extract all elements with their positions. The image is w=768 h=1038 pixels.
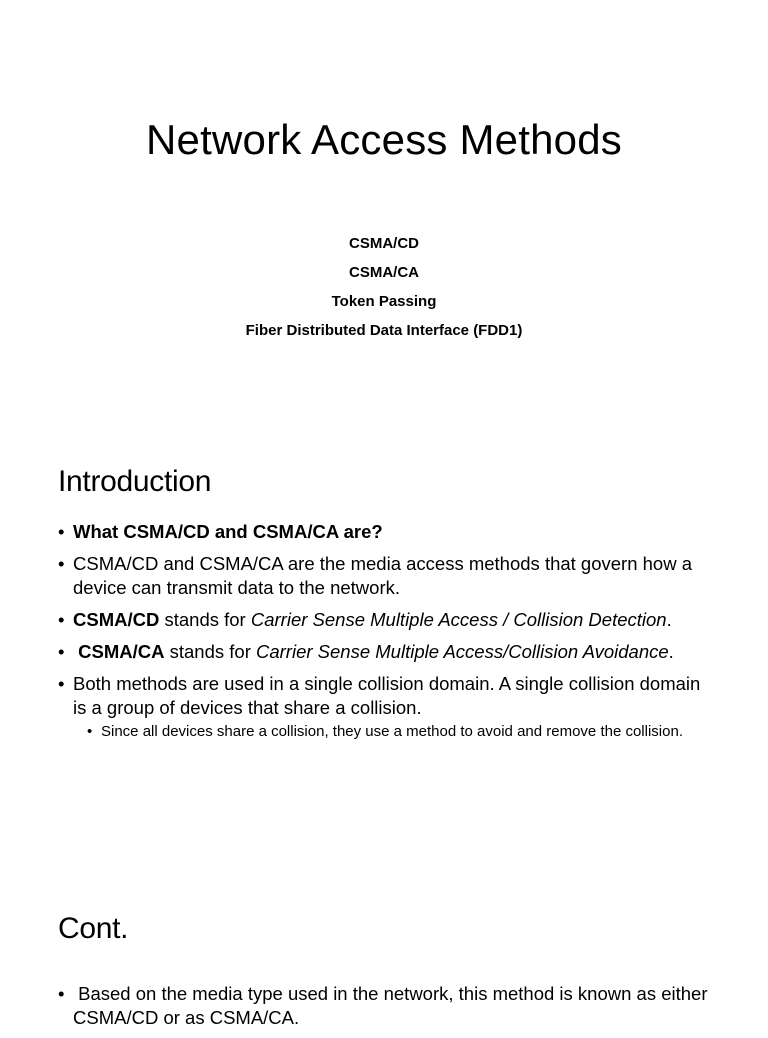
slide-heading: Introduction [58,465,212,498]
bullet-item [58,552,718,600]
bullet-definition: Carrier Sense Multiple Access/Collision Avoidance [256,641,669,662]
subtitle-item-fddi: Fiber Distributed Data Interface (FDD1) [245,322,523,339]
continuation-slide [0,864,768,1028]
bullet-item [58,608,718,632]
subtitle-item-csma-cd: CSMA/CD [349,235,419,252]
bullet-item [58,640,718,664]
sub-bullet-list [73,722,718,742]
slide-heading: Cont. [58,912,129,945]
bullet-item [58,520,718,544]
bullet-definition: Carrier Sense Multiple Access / Collision Detection [250,609,667,630]
bullet-text: Based on the media type used in the network, this method is known as either CSMA/CD or as CSMA/CA. [73,983,708,1028]
presentation-title: Network Access Methods [146,116,622,163]
bullet-text: . [666,609,672,630]
sub-bullet-item: • Since all devices share a collision, they use a method to avoid and remove the collision. [87,722,718,742]
bullet-list [58,520,718,750]
introduction-slide [0,432,768,864]
bullet-term: CSMA/CD [73,609,160,630]
bullet-text: What CSMA/CD and CSMA/CA are? [73,521,383,542]
subtitle-list [0,229,768,345]
bullet-item [58,672,718,742]
bullet-text: Both methods are used in a single collision domain. A single collision domain is a group of devices that share a collision. [73,673,701,718]
bullet-list [58,982,718,1038]
bullet-text: CSMA/CD and CSMA/CA are the media access methods that govern how a device can transmit data to the network. [73,553,693,598]
title-slide [0,0,768,432]
subtitle-item-csma-ca: CSMA/CA [349,264,419,281]
bullet-text: . [668,641,674,662]
bullet-text: stands for [164,641,256,662]
bullet-item [58,982,718,1030]
bullet-term: CSMA/CA [78,641,165,662]
bullet-text: stands for [159,609,251,630]
subtitle-item-token-passing: Token Passing [331,293,437,310]
